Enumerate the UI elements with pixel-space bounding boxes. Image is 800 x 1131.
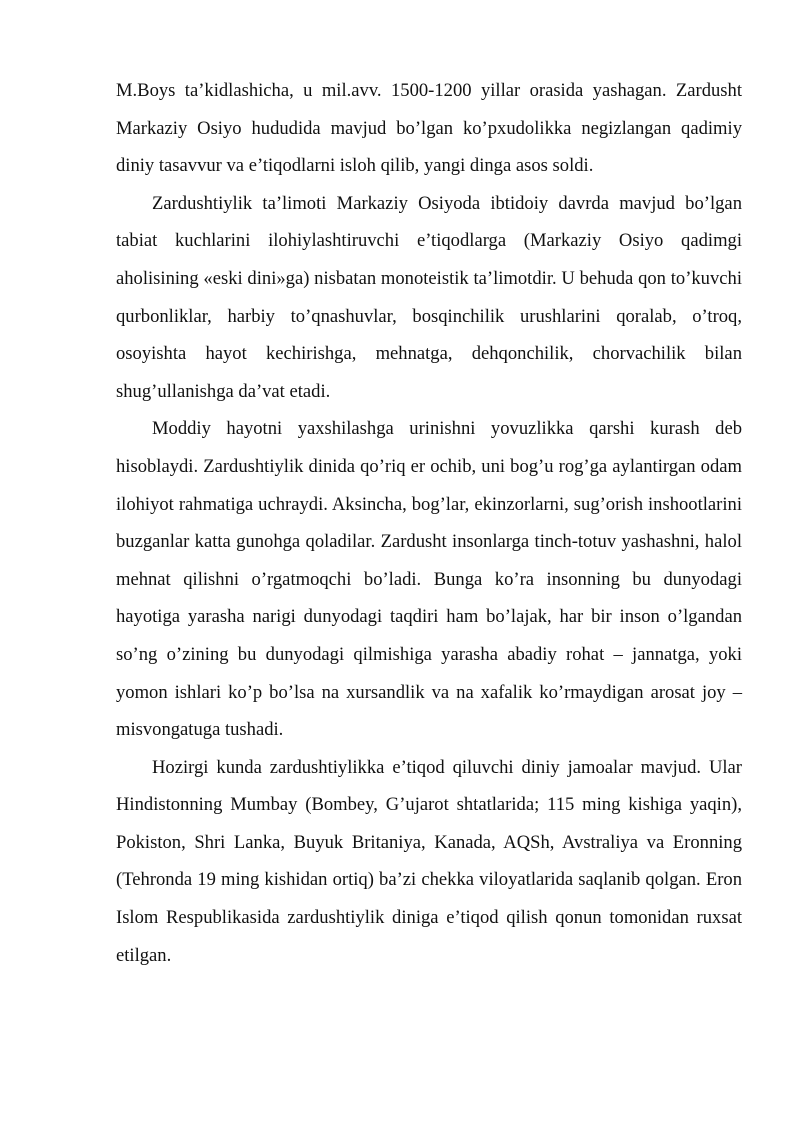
document-page bbox=[116, 72, 742, 974]
paragraph-2: Zardushtiylik ta’limoti Markaziy Osiyoda ibtidoiy davrda mavjud bo’lgan tabiat kuchlarini ilohiylashtiruvchi e’tiqodlarga (Markaziy Osiyo qadimgi aholisining «eski dini»ga) nisbatan monoteistik ta’limotdir. U behuda qon to’kuvchi qurbonliklar, harbiy to’qnashuvlar, bosqinchilik urushlarini qoralab, o’troq, osoyishta hayot kechirishga, mehnatga, dehqonchilik, chorvachilik bilan shug’ullanishga da’vat etadi. bbox=[116, 192, 742, 402]
paragraph-1: M.Boys ta’kidlashicha, u mil.avv. 1500-1200 yillar orasida yashagan. Zardusht Markaziy Osiyo hududida mavjud bo’lgan ko’pxudolikka negizlangan qadimiy diniy tasavvur va e’tiqodlarni isloh qilib, yangi dinga asos soldi. bbox=[116, 80, 742, 177]
paragraph-3: Moddiy hayotni yaxshilashga urinishni yovuzlikka qarshi kurash deb hisoblaydi. Zardushtiylik dinida qo’riq er ochib, uni bog’u rog’ga aylantirgan odam ilohiyot rahmatiga uchraydi. Aksincha, bog’lar, ekinzorlarni, sug’orish inshootlarini buzganlar katta gunohga qoladilar. Zardusht insonlarga tinch-totuv yashashni, halol mehnat qilishni o’rgatmoqchi bo’ladi. Bunga ko’ra insonning bu dunyodagi hayotiga yarasha narigi dunyodagi taqdiri ham bo’lajak, har bir inson o’lgandan so’ng o’zining bu dunyodagi qilmishiga yarasha abadiy rohat – jannatga, yoki yomon ishlari ko’p bo’lsa na xursandlik va na xafalik ko’rmaydigan arosat joy – misvongatuga tushadi. bbox=[116, 418, 742, 741]
paragraph-4: Hozirgi kunda zardushtiylikka e’tiqod qiluvchi diniy jamoalar mavjud. Ular Hindistonning Mumbay (Bombey, G’ujarot shtatlarida; 115 ming kishiga yaqin), Pokiston, Shri Lanka, Buyuk Britaniya, Kanada, AQSh, Avstraliya va Eronning (Tehronda 19 ming kishidan ortiq) ba’zi chekka viloyatlarida saqlanib qolgan. Eron Islom Respublikasida zardushtiylik diniga e’tiqod qilish qonun tomonidan ruxsat etilgan. bbox=[116, 756, 742, 966]
